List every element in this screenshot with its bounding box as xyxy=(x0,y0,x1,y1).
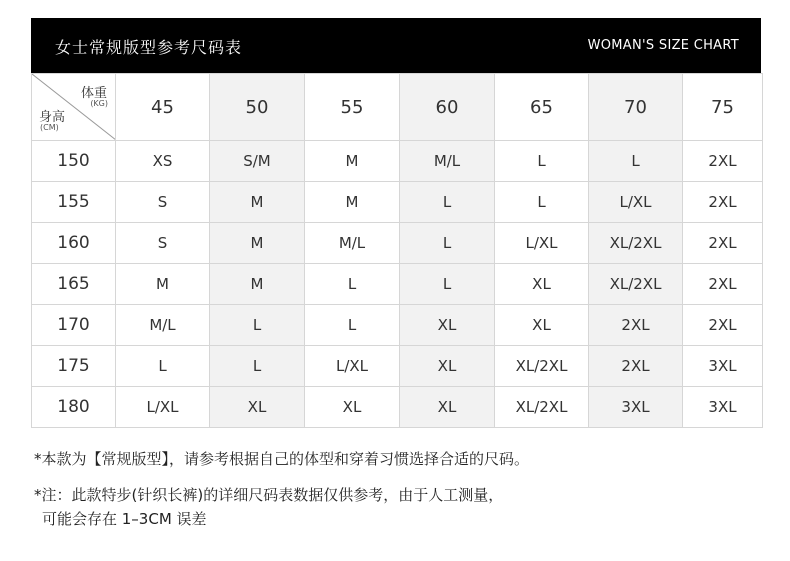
weight-header: 70 xyxy=(589,74,683,141)
size-cell: 2XL xyxy=(683,305,763,346)
weight-unit: (KG) xyxy=(90,99,108,108)
size-cell: L/XL xyxy=(589,182,683,223)
note-disclaimer: *注：此款特步(针织长裤)的详细尺码表数据仅供参考，由于人工测量， xyxy=(34,486,504,504)
size-table xyxy=(31,73,763,428)
size-cell: M/L xyxy=(400,141,495,182)
size-cell: 2XL xyxy=(683,223,763,264)
size-cell: M/L xyxy=(305,223,400,264)
weight-header: 60 xyxy=(400,74,495,141)
weight-header: 50 xyxy=(210,74,305,141)
height-cell: 170 xyxy=(32,305,116,346)
size-cell: S xyxy=(116,223,210,264)
table-row xyxy=(32,346,763,387)
size-cell: XL xyxy=(400,387,495,428)
weight-header: 65 xyxy=(495,74,589,141)
height-cell: 180 xyxy=(32,387,116,428)
size-cell: 3XL xyxy=(683,346,763,387)
size-cell: L xyxy=(305,305,400,346)
size-cell: XL xyxy=(210,387,305,428)
weight-header-row xyxy=(32,74,763,141)
table-row xyxy=(32,264,763,305)
size-cell: L xyxy=(210,346,305,387)
weight-header: 55 xyxy=(305,74,400,141)
height-unit: (CM) xyxy=(40,123,59,132)
size-cell: XL/2XL xyxy=(589,264,683,305)
size-cell: S xyxy=(116,182,210,223)
size-cell: XS xyxy=(116,141,210,182)
size-cell: XL xyxy=(400,305,495,346)
size-cell: XL xyxy=(495,264,589,305)
size-cell: M xyxy=(210,264,305,305)
size-cell: XL/2XL xyxy=(495,387,589,428)
size-cell: L xyxy=(495,182,589,223)
size-cell: 2XL xyxy=(683,182,763,223)
size-cell: L xyxy=(210,305,305,346)
corner-cell xyxy=(32,74,116,141)
size-cell: M/L xyxy=(116,305,210,346)
height-cell: 175 xyxy=(32,346,116,387)
size-cell: XL/2XL xyxy=(589,223,683,264)
height-cell: 165 xyxy=(32,264,116,305)
size-cell: L/XL xyxy=(116,387,210,428)
table-row xyxy=(32,141,763,182)
size-cell: 3XL xyxy=(589,387,683,428)
note-fit: *本款为【常规版型】，请参考根据自己的体型和穿着习惯选择合适的尺码。 xyxy=(34,450,530,468)
weight-header: 75 xyxy=(683,74,763,141)
height-cell: 155 xyxy=(32,182,116,223)
size-cell: 2XL xyxy=(683,264,763,305)
height-cell: 150 xyxy=(32,141,116,182)
size-cell: L xyxy=(305,264,400,305)
height-cell: 160 xyxy=(32,223,116,264)
size-cell: 2XL xyxy=(683,141,763,182)
size-cell: L/XL xyxy=(495,223,589,264)
size-cell: L xyxy=(400,223,495,264)
size-notes xyxy=(34,447,529,531)
size-cell: M xyxy=(305,141,400,182)
size-cell: M xyxy=(210,182,305,223)
height-label: 身高 xyxy=(39,110,66,125)
size-cell: M xyxy=(116,264,210,305)
size-cell: XL/2XL xyxy=(495,346,589,387)
size-cell: L/XL xyxy=(305,346,400,387)
size-cell: XL xyxy=(400,346,495,387)
table-row xyxy=(32,182,763,223)
size-cell: XL xyxy=(305,387,400,428)
weight-header: 45 xyxy=(116,74,210,141)
table-row xyxy=(32,387,763,428)
size-cell: L xyxy=(495,141,589,182)
size-cell: L xyxy=(400,182,495,223)
header-title-en: WOMAN'S SIZE CHART xyxy=(587,38,739,53)
size-cell: M xyxy=(305,182,400,223)
size-cell: L xyxy=(400,264,495,305)
size-cell: S/M xyxy=(210,141,305,182)
size-cell: 2XL xyxy=(589,346,683,387)
size-cell: L xyxy=(589,141,683,182)
size-cell: L xyxy=(116,346,210,387)
size-chart-header xyxy=(31,18,761,73)
weight-label: 体重 xyxy=(80,86,107,101)
table-row xyxy=(32,223,763,264)
size-cell: 2XL xyxy=(589,305,683,346)
size-cell: 3XL xyxy=(683,387,763,428)
note-tolerance: 可能会存在 1–3CM 误差 xyxy=(42,510,207,528)
header-title-cn: 女士常规版型参考尺码表 xyxy=(55,38,243,57)
size-cell: M xyxy=(210,223,305,264)
table-row xyxy=(32,305,763,346)
size-cell: XL xyxy=(495,305,589,346)
